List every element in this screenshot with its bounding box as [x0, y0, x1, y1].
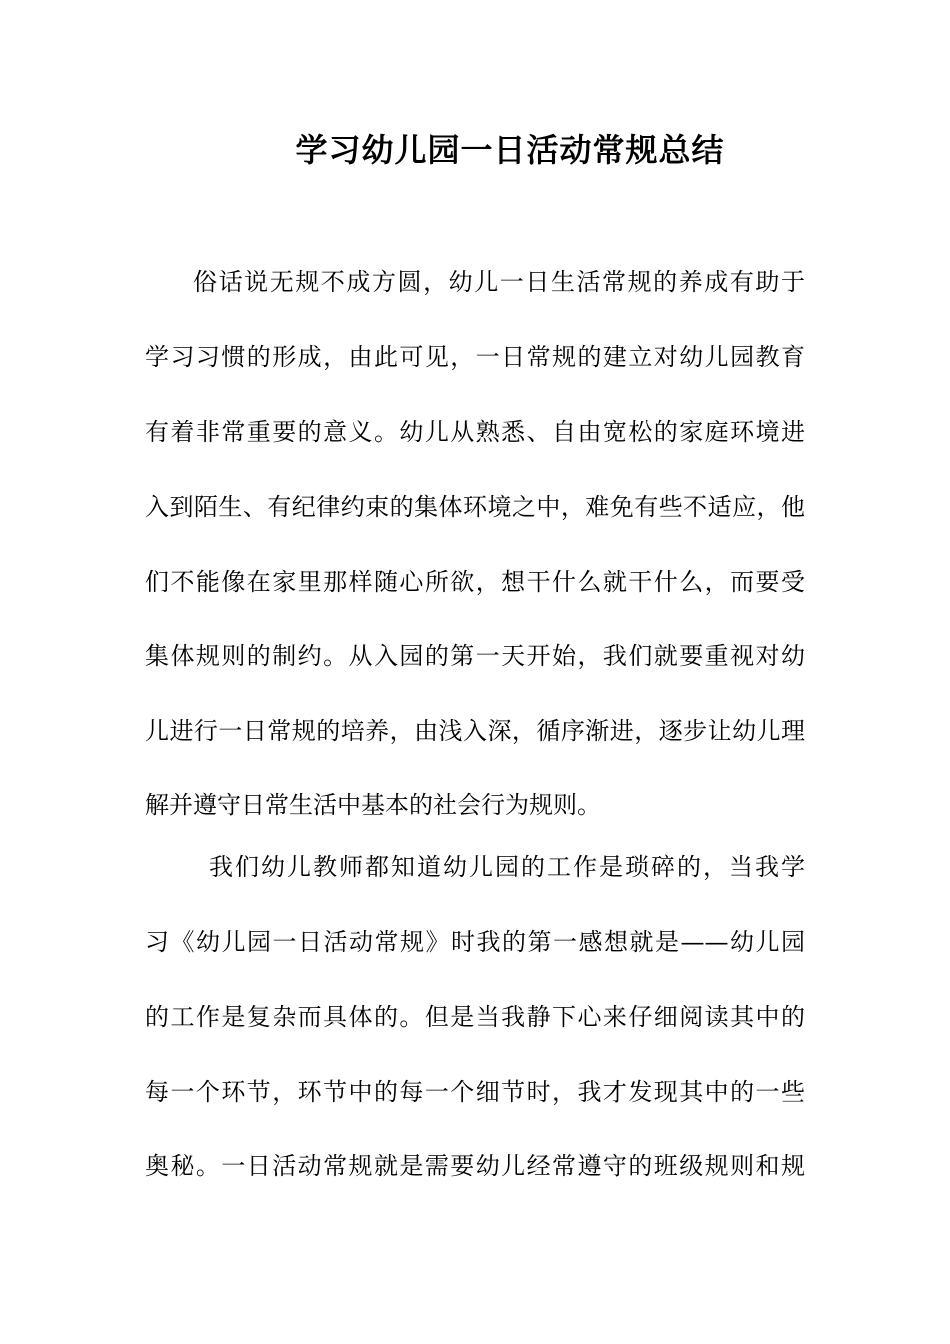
paragraph-line: 集体规则的制约。从入园的第一天开始，我们就要重视对幼: [145, 642, 805, 670]
paragraph-line: 的工作是复杂而具体的。但是当我静下心来仔细阅读其中的: [145, 1003, 805, 1031]
paragraph-line: 奥秘。一日活动常规就是需要幼儿经常遵守的班级规则和规: [145, 1152, 805, 1180]
paragraph-line: 有着非常重要的意义。幼儿从熟悉、自由宽松的家庭环境进: [145, 418, 805, 446]
paragraph-line: 们不能像在家里那样随心所欲，想干什么就干什么，而要受: [145, 568, 805, 596]
paragraph-line: 习《幼儿园一日活动常规》时我的第一感想就是——幼儿园: [145, 928, 805, 956]
document-title: 学习幼儿园一日活动常规总结: [295, 131, 725, 169]
paragraph-line: 解并遵守日常生活中基本的社会行为规则。: [145, 791, 601, 819]
paragraph-line: 我们幼儿教师都知道幼儿园的工作是琐碎的，当我学: [209, 853, 805, 881]
paragraph-line: 学习习惯的形成，由此可见，一日常规的建立对幼儿园教育: [145, 343, 805, 371]
paragraph-line: 每一个环节，环节中的每一个细节时，我才发现其中的一些: [145, 1078, 805, 1106]
paragraph-line: 儿进行一日常规的培养，由浅入深，循序渐进，逐步让幼儿理: [145, 717, 805, 745]
paragraph-line: 入到陌生、有纪律约束的集体环境之中，难免有些不适应，他: [145, 493, 805, 521]
paragraph-line: 俗话说无规不成方圆，幼儿一日生活常规的养成有助于: [193, 268, 805, 296]
